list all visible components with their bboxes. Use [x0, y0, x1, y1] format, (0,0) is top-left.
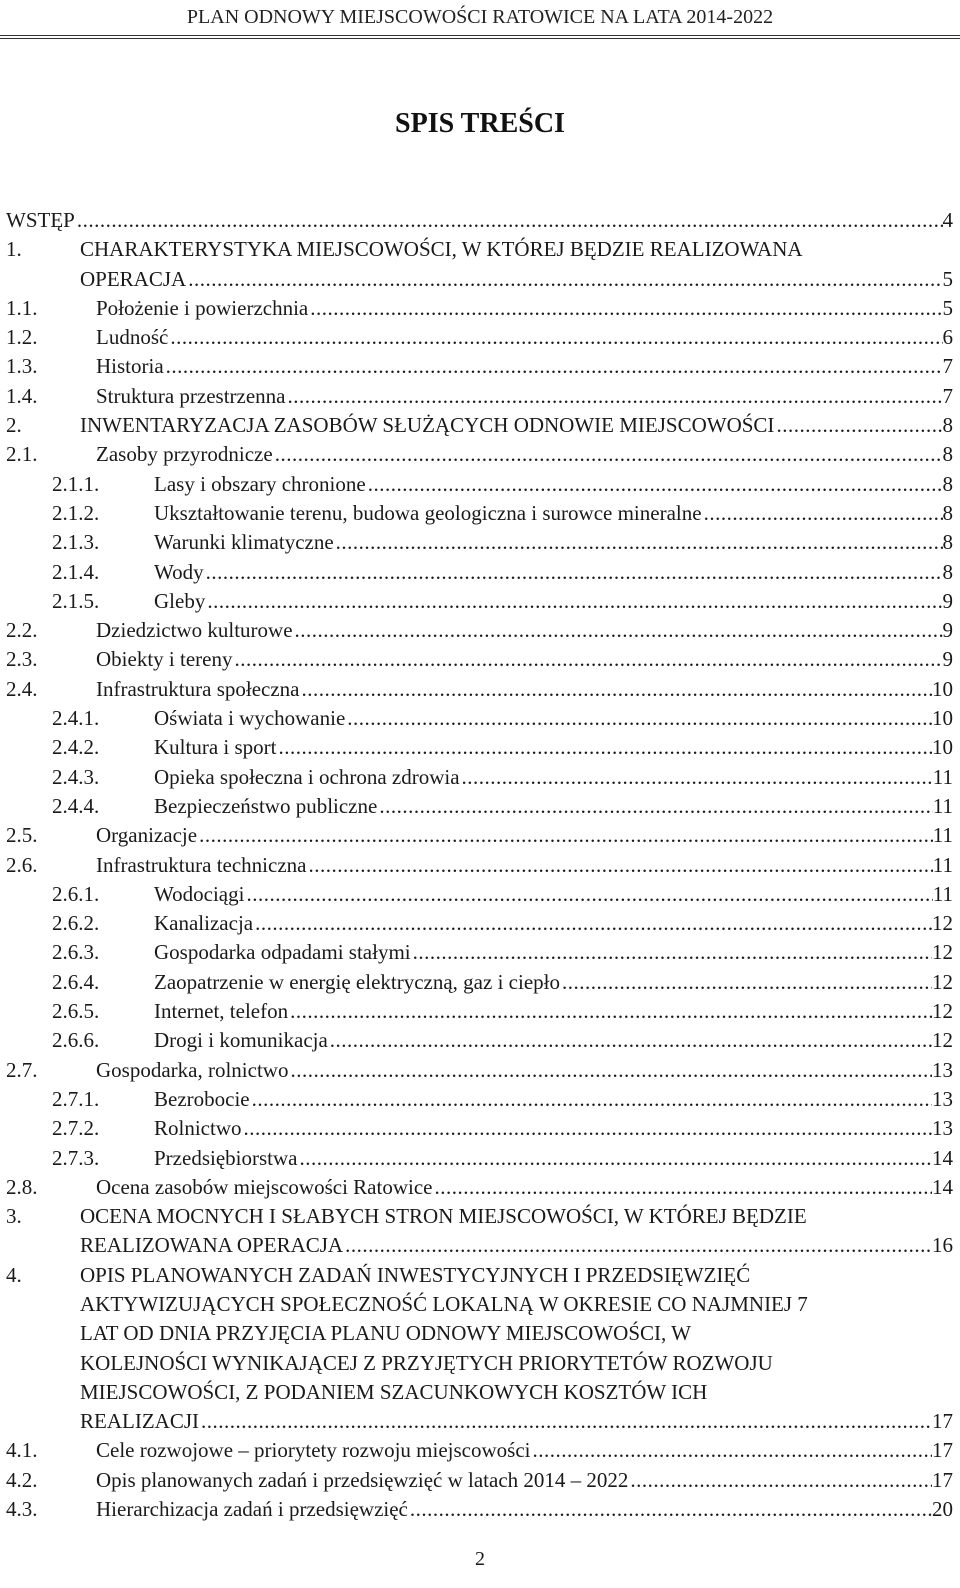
toc-entry-title: REALIZACJI — [80, 1409, 199, 1434]
toc-entry-page: 17 — [932, 1409, 953, 1434]
dot-leader — [205, 587, 942, 616]
toc-entry[interactable] — [6, 821, 953, 850]
toc-entry[interactable] — [6, 499, 953, 528]
toc-entry-title: OCENA MOCNYCH I SŁABYCH STRON MIEJSCOWOŚCI, W KTÓREJ BĘDZIE — [80, 1204, 807, 1229]
dot-leader — [204, 558, 943, 587]
toc-entry-number: 2.4.1. — [52, 706, 100, 731]
toc-entry-page: 8 — [942, 442, 953, 467]
toc-entry-title: Lasy i obszary chronione — [154, 471, 366, 496]
toc-entry[interactable] — [6, 1349, 953, 1378]
toc-entry[interactable] — [6, 851, 953, 880]
toc-entry-page: 12 — [932, 911, 953, 936]
dot-leader — [168, 323, 942, 352]
toc-entry[interactable] — [6, 1026, 953, 1055]
dot-leader — [75, 206, 943, 235]
toc-entry-number: 2.6. — [6, 852, 38, 877]
toc-entry-page: 8 — [942, 500, 953, 525]
toc-entry[interactable] — [6, 704, 953, 733]
dot-leader — [345, 704, 932, 733]
toc-entry-title: Wodociągi — [154, 881, 245, 906]
toc-entry-page: 12 — [932, 969, 953, 994]
toc-entry-number: 1.2. — [6, 325, 38, 350]
toc-entry-number: 2.1.1. — [52, 471, 100, 496]
dot-leader — [253, 909, 932, 938]
toc-entry[interactable] — [6, 1290, 953, 1319]
toc-entry[interactable] — [6, 1466, 953, 1495]
toc-entry-page: 10 — [932, 706, 953, 731]
toc-entry[interactable] — [6, 1319, 953, 1348]
dot-leader — [560, 968, 932, 997]
toc-entry-page: 11 — [932, 764, 953, 789]
dot-leader — [293, 616, 943, 645]
toc-entry-page: 7 — [942, 383, 953, 408]
toc-entry-number: 2.7.3. — [52, 1145, 100, 1170]
toc-entry[interactable] — [6, 909, 953, 938]
table-of-contents — [6, 206, 953, 1524]
toc-entry[interactable] — [6, 265, 953, 294]
toc-entry-number: 2.2. — [6, 618, 38, 643]
toc-entry-number: 2.4.4. — [52, 793, 100, 818]
toc-entry-title: Przedsiębiorstwa — [154, 1145, 298, 1170]
toc-entry-page: 6 — [942, 325, 953, 350]
toc-entry-page: 12 — [932, 1028, 953, 1053]
toc-entry-title: CHARAKTERYSTYKA MIEJSCOWOŚCI, W KTÓREJ BĘDZIE REALIZOWANA — [80, 237, 803, 262]
dot-leader — [199, 1407, 932, 1436]
toc-entry-number: 4.3. — [6, 1497, 38, 1522]
toc-entry-number: 2.3. — [6, 647, 38, 672]
dot-leader — [328, 1026, 932, 1055]
toc-entry-page: 11 — [932, 852, 953, 877]
toc-entry-number: 2.1.2. — [52, 500, 100, 525]
toc-entry-title: INWENTARYZACJA ZASOBÓW SŁUŻĄCYCH ODNOWIE MIEJSCOWOŚCI — [80, 413, 775, 438]
toc-entry-title: Zaopatrzenie w energię elektryczną, gaz i ciepło — [154, 969, 560, 994]
toc-entry[interactable] — [6, 792, 953, 821]
dot-leader — [343, 1231, 932, 1260]
header-rule-secondary — [0, 38, 960, 39]
toc-entry-number: 3. — [6, 1204, 22, 1229]
toc-entry-title: Infrastruktura techniczna — [96, 852, 307, 877]
toc-entry-title: Organizacje — [96, 823, 198, 848]
toc-entry-page: 14 — [932, 1145, 953, 1170]
toc-entry[interactable] — [6, 968, 953, 997]
toc-entry-page: 20 — [932, 1497, 953, 1522]
toc-entry-page: 11 — [932, 823, 953, 848]
toc-entry-page: 5 — [942, 295, 953, 320]
toc-entry[interactable] — [6, 382, 953, 411]
toc-entry[interactable] — [6, 587, 953, 616]
dot-leader — [432, 1173, 932, 1202]
toc-entry[interactable] — [6, 938, 953, 967]
toc-entry-title: WSTĘP — [6, 208, 75, 232]
toc-entry[interactable] — [6, 645, 953, 674]
toc-entry-page: 16 — [932, 1233, 953, 1258]
dot-leader — [250, 1085, 932, 1114]
toc-entry-title: Ocena zasobów miejscowości Ratowice — [96, 1174, 433, 1199]
dot-leader — [366, 470, 943, 499]
dot-leader — [244, 880, 932, 909]
running-header: PLAN ODNOWY MIEJSCOWOŚCI RATOWICE NA LATA 2014-2022 — [186, 6, 774, 28]
toc-entry-number: 4. — [6, 1262, 22, 1287]
toc-entry[interactable] — [6, 616, 953, 645]
toc-entry-number: 2.7.1. — [52, 1086, 100, 1111]
toc-entry-number: 1.4. — [6, 383, 38, 408]
toc-entry-title: OPIS PLANOWANYCH ZADAŃ INWESTYCYJNYCH I PRZEDSIĘWZIĘĆ — [80, 1262, 751, 1287]
dot-leader — [460, 763, 933, 792]
toc-entry[interactable] — [6, 880, 953, 909]
dot-leader — [273, 440, 943, 469]
dot-leader — [774, 411, 942, 440]
toc-entry-number: 2.6.1. — [52, 881, 100, 906]
toc-entry-title: Opis planowanych zadań i przedsięwzięć w latach 2014 – 2022 — [96, 1467, 629, 1492]
dot-leader — [197, 821, 933, 850]
toc-entry-number: 2.6.3. — [52, 940, 100, 965]
toc-entry-title: Kanalizacja — [154, 911, 254, 936]
toc-entry-title: Gospodarka odpadami stałymi — [154, 940, 411, 965]
dot-leader — [164, 352, 943, 381]
toc-entry-number: 2.1. — [6, 442, 38, 467]
toc-entry-page: 7 — [942, 354, 953, 379]
toc-entry-title: Wody — [154, 559, 204, 584]
toc-entry-title: Cele rozwojowe – priorytety rozwoju miejscowości — [96, 1438, 531, 1463]
toc-entry-number: 2.6.4. — [52, 969, 100, 994]
toc-entry-title: Położenie i powierzchnia — [96, 295, 309, 320]
toc-entry-title: Zasoby przyrodnicze — [96, 442, 273, 467]
toc-entry-page: 13 — [932, 1057, 953, 1082]
toc-entry[interactable] — [6, 294, 953, 323]
toc-entry-number: 2. — [6, 413, 22, 438]
toc-entry-number: 2.5. — [6, 823, 38, 848]
toc-entry[interactable] — [6, 1202, 953, 1231]
dot-leader — [288, 997, 932, 1026]
toc-entry-page: 8 — [942, 559, 953, 584]
toc-entry-number: 2.7. — [6, 1057, 38, 1082]
toc-entry-number: 2.6.6. — [52, 1028, 100, 1053]
toc-entry-number: 1.3. — [6, 354, 38, 379]
toc-entry[interactable] — [6, 1495, 953, 1524]
toc-entry[interactable] — [6, 352, 953, 381]
dot-leader — [276, 733, 932, 762]
toc-entry-number: 4.2. — [6, 1467, 38, 1492]
toc-entry-number: 2.1.3. — [52, 530, 100, 555]
dot-leader — [702, 499, 943, 528]
toc-entry[interactable] — [6, 1436, 953, 1465]
toc-entry-number: 1.1. — [6, 295, 38, 320]
toc-entry-number: 2.1.5. — [52, 588, 100, 613]
toc-entry-number: 2.6.5. — [52, 999, 100, 1024]
toc-entry-page: 8 — [942, 471, 953, 496]
toc-entry-page: 11 — [932, 793, 953, 818]
toc-entry[interactable] — [6, 1407, 953, 1436]
toc-entry-title: Ukształtowanie terenu, budowa geologiczna i surowce mineralne — [154, 500, 702, 525]
toc-entry-title: MIEJSCOWOŚCI, Z PODANIEM SZACUNKOWYCH KOSZTÓW ICH — [80, 1379, 708, 1404]
toc-entry-page: 9 — [942, 588, 953, 613]
toc-entry-number: 2.1.4. — [52, 559, 100, 584]
dot-leader — [288, 1056, 932, 1085]
toc-entry-title: Oświata i wychowanie — [154, 706, 346, 731]
toc-entry-title: LAT OD DNIA PRZYJĘCIA PLANU ODNOWY MIEJSCOWOŚCI, W — [80, 1321, 691, 1346]
toc-entry-number: 2.8. — [6, 1174, 38, 1199]
toc-entry[interactable] — [6, 206, 953, 235]
dot-leader — [334, 528, 943, 557]
toc-entry-title: Bezrobocie — [154, 1086, 250, 1111]
toc-entry[interactable] — [6, 558, 953, 587]
dot-leader — [186, 265, 942, 294]
toc-entry[interactable] — [6, 1173, 953, 1202]
dot-leader — [411, 938, 932, 967]
toc-entry-page: 12 — [932, 940, 953, 965]
toc-entry-page: 8 — [942, 530, 953, 555]
toc-entry-title: Opieka społeczna i ochrona zdrowia — [154, 764, 460, 789]
toc-entry[interactable] — [6, 733, 953, 762]
dot-leader — [300, 675, 933, 704]
toc-entry[interactable] — [6, 1085, 953, 1114]
toc-entry[interactable] — [6, 528, 953, 557]
toc-entry-page: 13 — [932, 1086, 953, 1111]
toc-entry-number: 2.4. — [6, 676, 38, 701]
toc-entry[interactable] — [6, 1144, 953, 1173]
toc-entry-title: KOLEJNOŚCI WYNIKAJĄCEJ Z PRZYJĘTYCH PRIORYTETÓW ROZWOJU — [80, 1350, 773, 1375]
toc-entry-number: 2.4.2. — [52, 735, 100, 760]
toc-entry-title: Dziedzictwo kulturowe — [96, 618, 293, 643]
toc-entry[interactable] — [6, 1231, 953, 1260]
dot-leader — [286, 382, 943, 411]
toc-entry-page: 5 — [942, 266, 953, 291]
toc-entry-page: 17 — [932, 1467, 953, 1492]
toc-entry-page: 8 — [942, 413, 953, 438]
toc-entry[interactable] — [6, 1378, 953, 1407]
toc-entry-page: 4 — [942, 208, 953, 232]
toc-entry-page: 14 — [932, 1174, 953, 1199]
toc-entry[interactable] — [6, 323, 953, 352]
toc-entry-title: AKTYWIZUJĄCYCH SPOŁECZNOŚĆ LOKALNĄ W OKRESIE CO NAJMNIEJ 7 — [80, 1291, 808, 1316]
toc-entry[interactable] — [6, 235, 953, 264]
toc-entry-number: 2.6.2. — [52, 911, 100, 936]
dot-leader — [306, 851, 932, 880]
toc-entry-title: Obiekty i tereny — [96, 647, 233, 672]
toc-entry-page: 9 — [942, 647, 953, 672]
toc-entry-title: Drogi i komunikacja — [154, 1028, 328, 1053]
page-number: 2 — [475, 1548, 485, 1570]
toc-entry-title: Historia — [96, 354, 164, 379]
toc-entry-title: REALIZOWANA OPERACJA — [80, 1233, 344, 1258]
toc-entry-page: 17 — [932, 1438, 953, 1463]
toc-entry[interactable] — [6, 470, 953, 499]
toc-entry-title: Ludność — [96, 325, 169, 350]
toc-entry-title: Struktura przestrzenna — [96, 383, 286, 408]
dot-leader — [628, 1466, 932, 1495]
toc-entry-title: Warunki klimatyczne — [154, 530, 334, 555]
toc-entry-title: Hierarchizacja zadań i przedsięwzięć — [96, 1497, 408, 1522]
toc-entry[interactable] — [6, 675, 953, 704]
toc-entry-page: 11 — [932, 881, 953, 906]
toc-entry[interactable] — [6, 1056, 953, 1085]
toc-entry-title: Bezpieczeństwo publiczne — [154, 793, 378, 818]
toc-entry[interactable] — [6, 997, 953, 1026]
header-rule — [0, 35, 960, 36]
dot-leader — [408, 1495, 932, 1524]
toc-entry-number: 2.4.3. — [52, 764, 100, 789]
toc-entry-page: 12 — [932, 999, 953, 1024]
toc-entry-title: Infrastruktura społeczna — [96, 676, 300, 701]
toc-entry-page: 10 — [932, 676, 953, 701]
toc-entry-title: Gleby — [154, 588, 206, 613]
toc-entry-title: Internet, telefon — [154, 999, 289, 1024]
toc-entry-page: 10 — [932, 735, 953, 760]
toc-entry-page: 13 — [932, 1116, 953, 1141]
toc-title: SPIS TREŚCI — [395, 108, 565, 139]
dot-leader — [530, 1436, 932, 1465]
toc-entry-title: OPERACJA — [80, 266, 187, 291]
toc-entry-title: Kultura i sport — [154, 735, 277, 760]
dot-leader — [377, 792, 932, 821]
dot-leader — [232, 645, 942, 674]
toc-entry[interactable] — [6, 440, 953, 469]
toc-entry[interactable] — [6, 411, 953, 440]
dot-leader — [297, 1144, 932, 1173]
toc-entry-number: 4.1. — [6, 1438, 38, 1463]
dot-leader — [242, 1114, 933, 1143]
toc-entry[interactable] — [6, 763, 953, 792]
dot-leader — [308, 294, 942, 323]
toc-entry[interactable] — [6, 1261, 953, 1290]
toc-entry-number: 1. — [6, 237, 22, 262]
toc-entry-title: Gospodarka, rolnictwo — [96, 1057, 289, 1082]
toc-entry-page: 9 — [942, 618, 953, 643]
toc-entry-title: Rolnictwo — [154, 1116, 242, 1141]
toc-entry[interactable] — [6, 1114, 953, 1143]
toc-entry-number: 2.7.2. — [52, 1116, 100, 1141]
